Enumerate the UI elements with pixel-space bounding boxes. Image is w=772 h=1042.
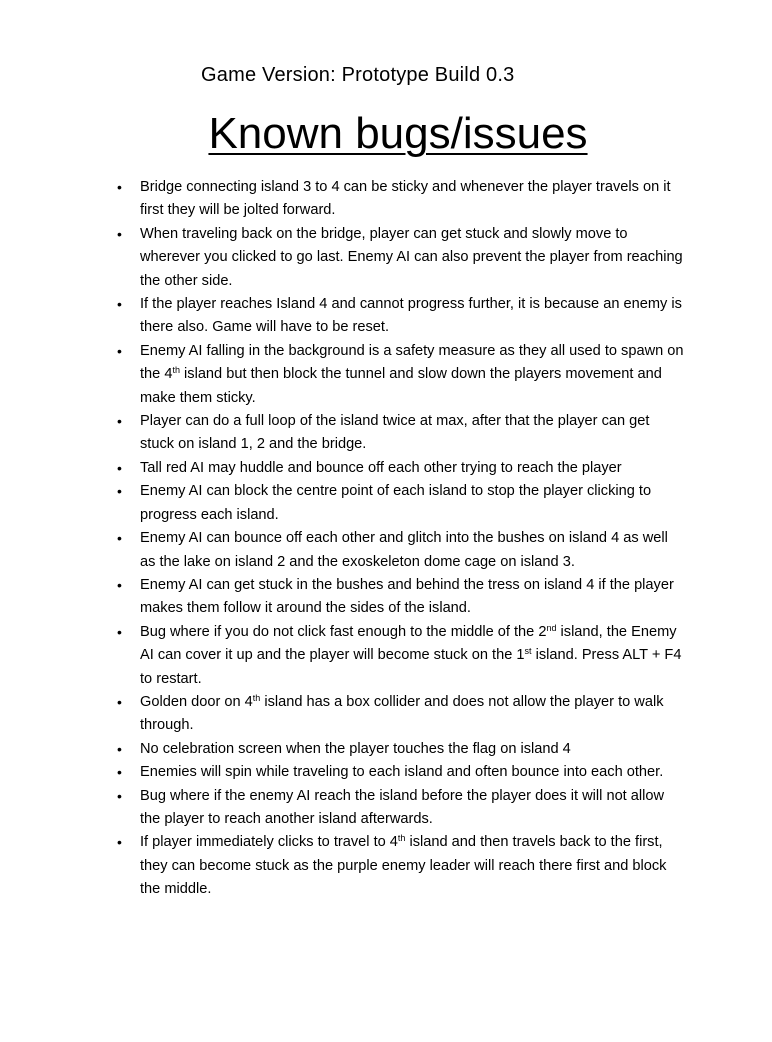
text-segment: Enemies will spin while traveling to each island and often bounce into each other. [140,764,664,781]
bug-item [117,527,687,574]
text-segment: Enemy AI can get stuck in the bushes and behind the tress on island 4 if the player makes them follow it around the sides of the island. [140,576,674,617]
text-segment: island but then block the tunnel and slow down the players movement and make them sticky. [140,366,662,406]
bullet-icon: • [117,576,122,593]
bug-item [117,691,687,738]
bug-item-text [140,530,668,569]
bug-item-text [140,343,684,406]
text-segment: Enemy AI can block the centre point of each island to stop the player clicking to progress each island. [140,483,652,523]
ordinal-suffix: th [172,365,180,376]
bullet-icon: • [117,693,122,710]
bullet-icon: • [117,179,122,195]
bullet-icon: • [117,787,122,804]
ordinal-suffix: th [252,692,261,703]
bug-item [117,831,687,901]
bug-item-text [140,226,683,289]
game-version: Game Version: Prototype Build 0.3 [201,64,515,86]
bug-item [117,621,687,691]
text-segment: Bug where if the enemy AI reach the island before the player does it will not allow the player to reach another island afterwards. [140,787,665,827]
bug-item [117,457,687,480]
bug-item [117,410,687,457]
bug-item-text [140,577,674,616]
bullet-icon: • [117,413,122,430]
bug-item-text [140,483,651,522]
text-segment: island, the Enemy AI can cover it up and the player will become stuck on the 1 [140,623,677,664]
bug-item-text [140,460,622,476]
bug-item-text [140,764,663,780]
bug-list [117,176,687,902]
text-segment: No celebration screen when the player touches the flag on island 4 [140,740,571,757]
text-segment: If the player reaches Island 4 and cannot progress further, it is because an enemy is there also. Game will have to be reset. [140,296,682,336]
bullet-icon: • [117,740,122,757]
text-segment: island. Press ALT + F4 to restart. [140,647,682,687]
text-segment: island and then travels back to the first, they can become stuck as the purple enemy leader will reach there first and block the middle. [140,834,667,898]
bug-item-text [140,296,682,335]
bug-item [117,293,687,340]
text-segment: Golden door on 4 [140,693,253,710]
text-segment: Bridge connecting island 3 to 4 can be sticky and whenever the player travels on it first they will be jolted forward. [140,179,671,219]
bug-item-text [140,788,664,827]
bug-item [117,480,687,527]
bullet-icon: • [117,459,122,476]
bug-item [117,340,687,410]
ordinal-suffix: th [397,833,406,844]
bug-item [117,223,687,293]
bullet-icon: • [117,623,122,640]
ordinal-suffix: nd [546,622,557,633]
text-segment: Enemy AI falling in the background is a safety measure as they all used to spawn on the 4 [140,342,684,383]
text-segment: island has a box collider and does not allow the player to walk through. [140,693,664,734]
bug-item [117,761,687,784]
ordinal-suffix: st [524,646,532,657]
bug-item-text [140,179,671,218]
bug-item-text [140,694,664,733]
bullet-icon: • [117,530,122,547]
text-segment: Enemy AI can bounce off each other and glitch into the bushes on island 4 as well as the lake on island 2 and the exoskeleton dome cage on island 3. [140,530,668,570]
bug-item [117,176,687,223]
text-segment: Tall red AI may huddle and bounce off each other trying to reach the player [140,459,622,476]
bullet-icon: • [117,764,122,781]
bullet-icon: • [117,225,122,242]
bullet-icon: • [117,834,122,851]
text-segment: When traveling back on the bridge, player can get stuck and slowly move to wherever you clicked to go last. Enemy AI can also prevent the player from reaching the other side. [140,225,683,289]
bullet-icon: • [117,483,122,500]
text-segment: Bug where if you do not click fast enough to the middle of the 2 [140,623,547,640]
bug-item [117,738,687,761]
bug-item-text [140,413,649,452]
text-segment: Player can do a full loop of the island twice at max, after that the player can get stuck on island 1, 2 and the bridge. [140,413,650,453]
bullet-icon: • [117,296,122,313]
bug-item-text [140,741,571,757]
text-segment: If player immediately clicks to travel to 4 [140,834,398,851]
page-title: Known bugs/issues [208,109,588,158]
bug-item-text [140,624,681,687]
bug-item [117,574,687,621]
bug-item-text [140,834,666,897]
bug-item [117,785,687,832]
bullet-icon: • [117,342,122,359]
